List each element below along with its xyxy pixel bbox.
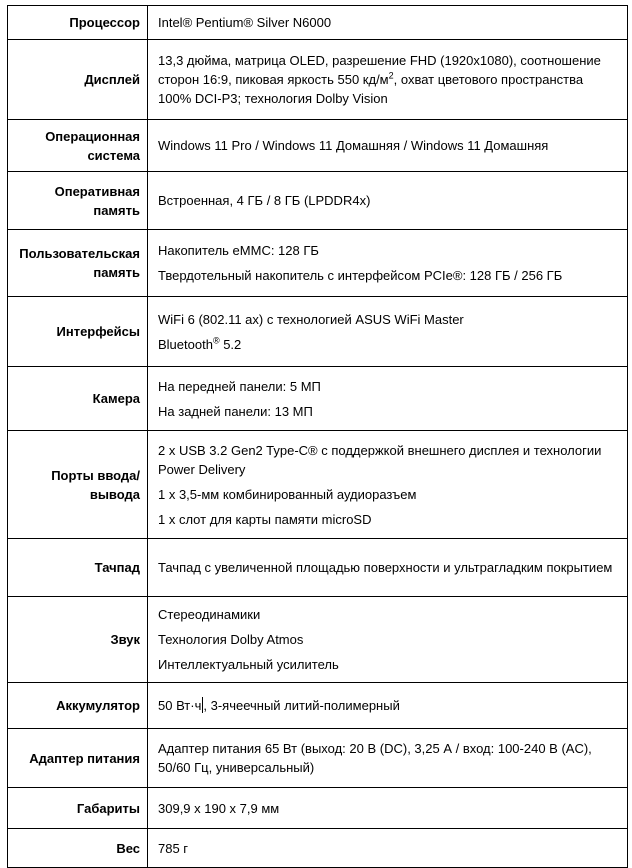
spec-value[interactable] xyxy=(148,367,628,431)
spec-label[interactable]: Дисплей xyxy=(8,40,148,120)
spec-value-line: 309,9 x 190 x 7,9 мм xyxy=(158,800,280,816)
table-row xyxy=(8,40,628,120)
spec-label[interactable]: Вес xyxy=(8,829,148,868)
spec-label[interactable]: Адаптер питания xyxy=(8,729,148,788)
spec-value-line: Стереодинамики xyxy=(158,607,261,622)
table-row xyxy=(8,230,628,297)
spec-label[interactable]: Порты ввода/вывода xyxy=(8,431,148,539)
spec-value[interactable] xyxy=(148,40,628,120)
superscript-text: ® xyxy=(212,335,220,346)
spec-value-line: WiFi 6 (802.11 ax) с технологией ASUS WiFi Master xyxy=(158,311,464,327)
spec-value-line: 1 x 3,5-мм комбинированный аудиоразъем xyxy=(158,486,417,502)
spec-value-line: Твердотельный накопитель с интерфейсом PCIe®: 128 ГБ / 256 ГБ xyxy=(158,268,563,283)
spec-value-line: Windows 11 Pro / Windows 11 Домашняя / Windows 11 Домашняя xyxy=(158,138,549,153)
table-row xyxy=(8,729,628,788)
table-row xyxy=(8,172,628,230)
spec-value-line: 785 г xyxy=(158,840,189,856)
spec-value[interactable] xyxy=(148,172,628,230)
spec-value-line: Технология Dolby Atmos xyxy=(158,632,304,647)
table-row xyxy=(8,597,628,683)
spec-label[interactable]: Пользовательская память xyxy=(8,230,148,297)
superscript-text: 2 xyxy=(388,70,394,81)
spec-label[interactable]: Камера xyxy=(8,367,148,431)
spec-value-line: На передней панели: 5 МП xyxy=(158,378,321,394)
spec-label[interactable]: Операционная система xyxy=(8,120,148,172)
spec-label[interactable]: Оперативная память xyxy=(8,172,148,230)
spec-value-line: 1 x слот для карты памяти microSD xyxy=(158,511,372,527)
spec-value[interactable] xyxy=(148,729,628,788)
spec-value-line: Встроенная, 4 ГБ / 8 ГБ (LPDDR4x) xyxy=(158,193,371,208)
table-row xyxy=(8,6,628,40)
spec-value[interactable] xyxy=(148,230,628,297)
spec-value-line: 2 x USB 3.2 Gen2 Type-C® с поддержкой внешнего дисплея и технологии Power Delivery xyxy=(158,442,602,477)
spec-value[interactable] xyxy=(148,6,628,40)
table-row xyxy=(8,367,628,431)
spec-label[interactable]: Процессор xyxy=(8,6,148,40)
spec-label[interactable]: Тачпад xyxy=(8,539,148,597)
spec-label[interactable]: Звук xyxy=(8,597,148,683)
spec-value[interactable] xyxy=(148,120,628,172)
table-row xyxy=(8,297,628,367)
spec-table-body xyxy=(8,6,628,868)
spec-value[interactable] xyxy=(148,683,628,729)
spec-value[interactable] xyxy=(148,597,628,683)
spec-value[interactable] xyxy=(148,788,628,829)
spec-value-line: Накопитель eMMC: 128 ГБ xyxy=(158,243,319,258)
spec-value[interactable] xyxy=(148,829,628,868)
spec-value-line: Bluetooth® 5.2 xyxy=(158,335,242,352)
table-row xyxy=(8,539,628,597)
spec-value-line: 13,3 дюйма, матрица OLED, разрешение FHD (1920x1080), соотношение сторон 16:9, пиковая яркость 550 $кд/м^2$, охват цветового пространства 100% DCI-P3; технология Dolby Vision xyxy=(158,53,601,106)
spec-label[interactable]: Аккумулятор xyxy=(8,683,148,729)
spec-label[interactable]: Интерфейсы xyxy=(8,297,148,367)
spec-value[interactable] xyxy=(148,431,628,539)
table-row xyxy=(8,788,628,829)
spec-label[interactable]: Габариты xyxy=(8,788,148,829)
table-row xyxy=(8,120,628,172)
spec-value-line: Интеллектуальный усилитель xyxy=(158,657,339,672)
spec-value-line: На задней панели: 13 МП xyxy=(158,403,313,419)
spec-value[interactable] xyxy=(148,539,628,597)
spec-value[interactable] xyxy=(148,297,628,367)
table-row xyxy=(8,431,628,539)
spec-value-line: 50 Вт·ч , 3-ячеечный литий-полимерный xyxy=(158,698,400,713)
spec-value-line: Адаптер питания 65 Вт (выход: 20 В (DC), 3,25 А / вход: 100-240 В (AC), 50/60 Гц, универсальный) xyxy=(158,741,592,775)
spec-value-line: Intel® Pentium® Silver N6000 xyxy=(158,15,332,30)
spec-value-line: Тачпад с увеличенной площадью поверхности и ультрагладким покрытием xyxy=(158,560,613,575)
spec-table[interactable] xyxy=(7,5,628,868)
table-row xyxy=(8,829,628,868)
text-cursor xyxy=(202,697,203,713)
table-row xyxy=(8,683,628,729)
